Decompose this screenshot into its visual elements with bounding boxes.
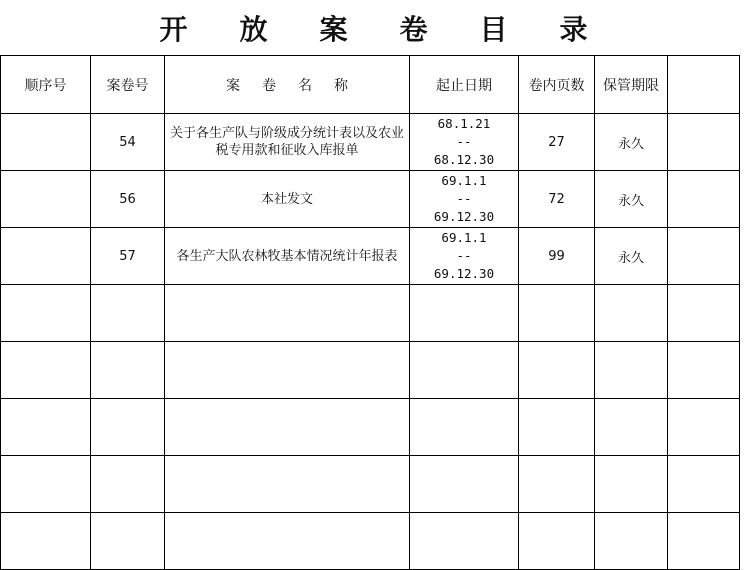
cell-pages: 27	[519, 114, 595, 171]
empty-row	[1, 285, 740, 342]
cell-blank	[668, 228, 740, 285]
table-row	[1, 228, 740, 285]
cell-seq	[1, 228, 91, 285]
cell-name	[165, 342, 410, 399]
cell-retention: 永久	[595, 171, 668, 228]
cell-seq	[1, 342, 91, 399]
cell-name	[165, 399, 410, 456]
cell-seq	[1, 399, 91, 456]
cell-date-range	[410, 456, 519, 513]
cell-date-range	[410, 399, 519, 456]
cell-blank	[668, 456, 740, 513]
date-end: 69.12.30	[433, 266, 495, 281]
cell-name: 本社发文	[165, 171, 410, 228]
date-start: 69.1.1	[441, 230, 487, 245]
empty-row	[1, 513, 740, 570]
cell-name	[165, 456, 410, 513]
cell-seq	[1, 513, 91, 570]
date-start: 68.1.21	[437, 116, 491, 131]
date-end: 69.12.30	[433, 209, 495, 224]
cell-date-range	[410, 285, 519, 342]
header-seq: 顺序号	[1, 56, 91, 114]
cell-file-no	[91, 285, 165, 342]
cell-seq	[1, 285, 91, 342]
cell-file-no: 54	[91, 114, 165, 171]
cell-date-range	[410, 513, 519, 570]
cell-retention	[595, 513, 668, 570]
cell-date-range	[410, 228, 519, 285]
cell-name: 各生产大队农林牧基本情况统计年报表	[165, 228, 410, 285]
table-row	[1, 171, 740, 228]
empty-row	[1, 399, 740, 456]
cell-file-no: 56	[91, 171, 165, 228]
cell-pages	[519, 456, 595, 513]
header-file-no: 案卷号	[91, 56, 165, 114]
cell-blank	[668, 342, 740, 399]
header-blank	[668, 56, 740, 114]
cell-blank	[668, 399, 740, 456]
cell-pages	[519, 342, 595, 399]
cell-seq	[1, 456, 91, 513]
date-separator: --	[456, 191, 472, 206]
cell-name	[165, 285, 410, 342]
cell-pages	[519, 513, 595, 570]
cell-date-range	[410, 171, 519, 228]
cell-date-range	[410, 342, 519, 399]
header-pages: 卷内页数	[519, 56, 595, 114]
cell-retention	[595, 342, 668, 399]
cell-pages	[519, 285, 595, 342]
cell-seq	[1, 114, 91, 171]
cell-blank	[668, 285, 740, 342]
cell-file-no	[91, 399, 165, 456]
header-date-range: 起止日期	[410, 56, 519, 114]
cell-seq	[1, 171, 91, 228]
cell-retention	[595, 456, 668, 513]
catalog-table	[0, 55, 740, 570]
table-row	[1, 114, 740, 171]
cell-name: 关于各生产队与阶级成分统计表以及农业税专用款和征收入库报单	[165, 114, 410, 171]
cell-blank	[668, 171, 740, 228]
cell-retention: 永久	[595, 228, 668, 285]
date-end: 68.12.30	[433, 152, 495, 167]
header-name: 案卷名称	[165, 56, 410, 114]
cell-pages: 99	[519, 228, 595, 285]
date-separator: --	[456, 248, 472, 263]
cell-blank	[668, 513, 740, 570]
header-row	[1, 56, 740, 114]
date-separator: --	[456, 134, 472, 149]
date-start: 69.1.1	[441, 173, 487, 188]
empty-row	[1, 342, 740, 399]
cell-retention	[595, 285, 668, 342]
cell-file-no	[91, 513, 165, 570]
cell-blank	[668, 114, 740, 171]
cell-file-no	[91, 456, 165, 513]
cell-retention	[595, 399, 668, 456]
cell-file-no	[91, 342, 165, 399]
cell-pages: 72	[519, 171, 595, 228]
header-retention: 保管期限	[595, 56, 668, 114]
empty-row	[1, 456, 740, 513]
cell-retention: 永久	[595, 114, 668, 171]
cell-name	[165, 513, 410, 570]
page-title: 开放案卷目录	[159, 13, 640, 46]
cell-file-no: 57	[91, 228, 165, 285]
cell-date-range	[410, 114, 519, 171]
cell-pages	[519, 399, 595, 456]
